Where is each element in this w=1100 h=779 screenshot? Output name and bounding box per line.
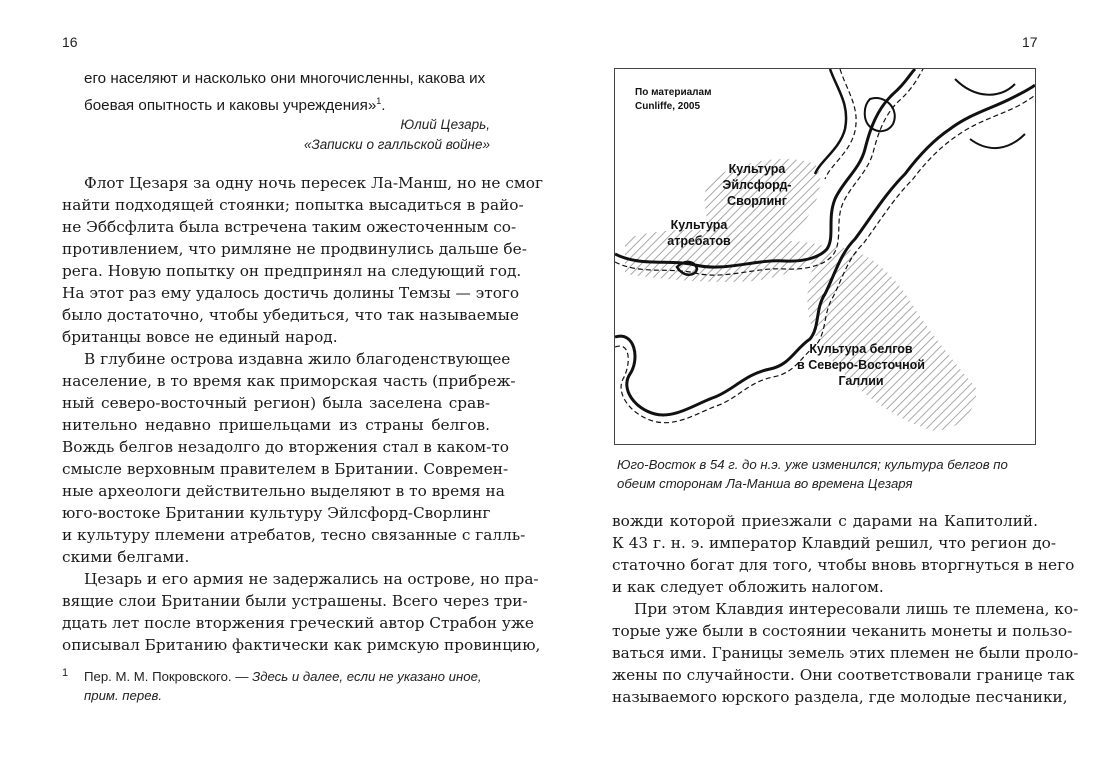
epigraph-source: «Записки о галльской войне» [303,137,490,152]
text-line: было достаточно, чтобы убедиться, что так называемые [62,306,519,324]
map-figure [614,68,1036,445]
footnote-italic: прим. перев. [84,688,163,703]
caption-line: обеим сторонам Ла-Манша во времена Цезаря [617,476,913,491]
text-line: скими белгами. [62,548,190,566]
text-line: При этом Клавдия интересовали лишь те племена, ко- [634,600,1079,618]
footnote-reference[interactable]: 1 [376,96,382,106]
text-line: вящие слои Британии были устрашены. Всего через три- [62,592,528,610]
epigraph-line-text: боевая опытность и каковы учреждения» [84,97,377,114]
coastline-north [815,69,1025,179]
text-line: называемого юрского раздела, где молодые песчаники, [612,688,1068,706]
text-line: В глубине острова издавна жило благоденствующее [84,350,511,368]
label-aylesford: Эйлсфорд- [722,178,792,192]
text-line: ваться ими. Границы земель этих племен не были проло- [612,644,1079,662]
footnote-plain: Пер. М. М. Покровского. — [84,669,253,684]
text-line: жены по случайности. Они соответствовали границе так [612,666,1075,684]
text-line: ные археологи действительно выделяют в то время на [62,482,505,500]
footnote-mark: 1 [62,667,69,679]
epigraph-line: боевая опытность и каковы учреждения»$^1$. [84,96,386,114]
text-line: К 43 г. н. э. император Клавдий решил, что регион до- [612,534,1056,552]
caption-line: Юго-Восток в 54 г. до н.э. уже изменился; культура белгов по [617,457,1008,472]
text-line: ный северо-восточный регион) была заселена срав- [62,394,490,412]
label-atrebates: Культура [670,218,728,232]
label-aylesford: Культура [728,162,786,176]
label-belgae: в Северо-Восточной [797,358,925,372]
map-credit: Cunliffe, 2005 [635,101,701,112]
text-line: нительно недавно пришельцами из страны белгов. [62,416,490,434]
label-aylesford: Сворлинг [727,194,787,208]
text-line: дцать лет после вторжения греческий автор Страбон уже [62,614,534,632]
text-line: противлением, что римляне не продвинулись дальше бе- [62,240,527,258]
text-line: описывал Британию фактически как римскую провинцию, [62,636,541,654]
epigraph-author: Юлий Цезарь, [400,117,490,132]
text-line: вожди которой приезжали с дарами на Капитолий. [612,512,1038,530]
label-belgae: Культура белгов [809,342,913,356]
text-line: Флот Цезаря за одну ночь пересек Ла-Манш, но не смог [84,174,544,192]
text-line: и культуру племени атребатов, тесно связанные с галль- [62,526,526,544]
map-svg [615,69,1035,444]
text-line: население, в то время как приморская часть (прибреж- [62,372,516,390]
map-credit: По материалам [635,87,712,98]
text-line: На этот раз ему удалось достичь долины Темзы — этого [62,284,520,302]
page-number-left: 16 [62,34,78,50]
text-line: статочно богат для того, чтобы вновь вторгнуться в него [612,556,1075,574]
text-line: не Эббсфлита была встречена таким ожесточенным со- [62,218,517,236]
epigraph-line: его населяют и насколько они многочисленны, какова их [84,70,486,87]
label-atrebates: атребатов [667,234,731,248]
text-line: Вождь белгов незадолго до вторжения стал в каком-то [62,438,509,456]
text-line: и как следует обложить налогом. [612,578,884,596]
text-line: рега. Новую попытку он предпринял на следующий год. [62,262,522,280]
epigraph [84,68,494,117]
text-line: юго-востоке Британии культуру Эйлсфорд-Сворлинг [62,504,491,522]
text-line: Цезарь и его армия не задержались на острове, но пра- [84,570,539,588]
label-belgae: Галлии [838,374,884,388]
text-line: британцы вовсе не единый народ. [62,328,338,346]
page-number-right: 17 [1022,34,1038,50]
text-line: смысле верховным правителем в Британии. Современ- [62,460,509,478]
text-line: найти подходящей стоянки; попытка высадиться в райо- [62,196,524,214]
footnote-italic: Здесь и далее, если не указано иное, [252,669,482,684]
map-caption [617,455,1037,493]
text-line: торые уже были в состоянии чеканить монеты и пользо- [612,622,1073,640]
footnote-text [84,667,494,705]
